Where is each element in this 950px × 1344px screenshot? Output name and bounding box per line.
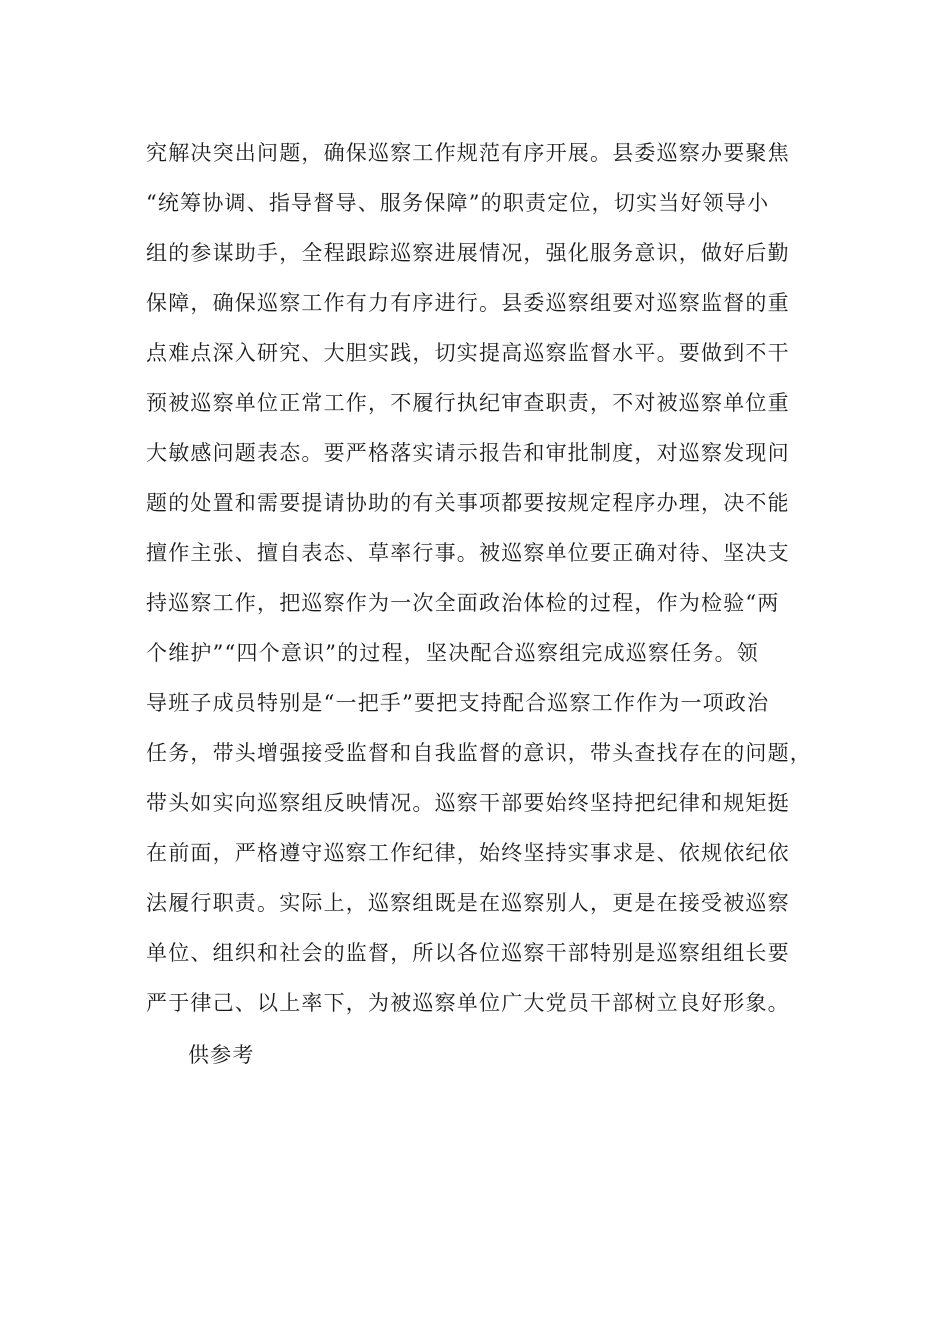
text-line: 持巡察工作，把巡察作为一次全面政治体检的过程，作为检验“两 (146, 591, 780, 615)
text-line: 究解决突出问题，确保巡察工作规范有序开展。县委巡察办要聚焦 (146, 141, 790, 165)
text-line: 严于律己、以上率下，为被巡察单位广大党员干部树立良好形象。 (146, 991, 790, 1015)
text-line: “统筹协调、指导督导、服务保障”的职责定位，切实当好领导小 (146, 191, 770, 215)
text-line: 单位、组织和社会的监督，所以各位巡察干部特别是巡察组组长要 (146, 941, 790, 965)
text-line: 点难点深入研究、大胆实践，切实提高巡察监督水平。要做到不干 (146, 341, 790, 365)
text-line: 在前面，严格遵守巡察工作纪律，始终坚持实事求是、依规依纪依 (146, 841, 790, 865)
closing-note: 供参考 (188, 1043, 255, 1067)
text-line: 导班子成员特别是“一把手”要把支持配合巡察工作作为一项政治 (146, 691, 770, 715)
text-line: 带头如实向巡察组反映情况。巡察干部要始终坚持把纪律和规矩挺 (146, 791, 790, 815)
text-line: 任务，带头增强接受监督和自我监督的意识，带头查找存在的问题， (146, 741, 812, 765)
body-paragraph (146, 128, 811, 1028)
text-line: 组的参谋助手，全程跟踪巡察进展情况，强化服务意识，做好后勤 (146, 241, 790, 265)
text-line: 题的处置和需要提请协助的有关事项都要按规定程序办理，决不能 (146, 491, 790, 515)
text-line: 大敏感问题表态。要严格落实请示报告和审批制度，对巡察发现问 (146, 441, 790, 465)
text-line: 法履行职责。实际上，巡察组既是在巡察别人，更是在接受被巡察 (146, 891, 790, 915)
text-line: 擅作主张、擅自表态、草率行事。被巡察单位要正确对待、坚决支 (146, 541, 790, 565)
text-line: 预被巡察单位正常工作，不履行执纪审查职责，不对被巡察单位重 (146, 391, 790, 415)
text-line: 个维护”“四个意识”的过程，坚决配合巡察组完成巡察任务。领 (146, 641, 760, 665)
text-line: 保障，确保巡察工作有力有序进行。县委巡察组要对巡察监督的重 (146, 291, 790, 315)
